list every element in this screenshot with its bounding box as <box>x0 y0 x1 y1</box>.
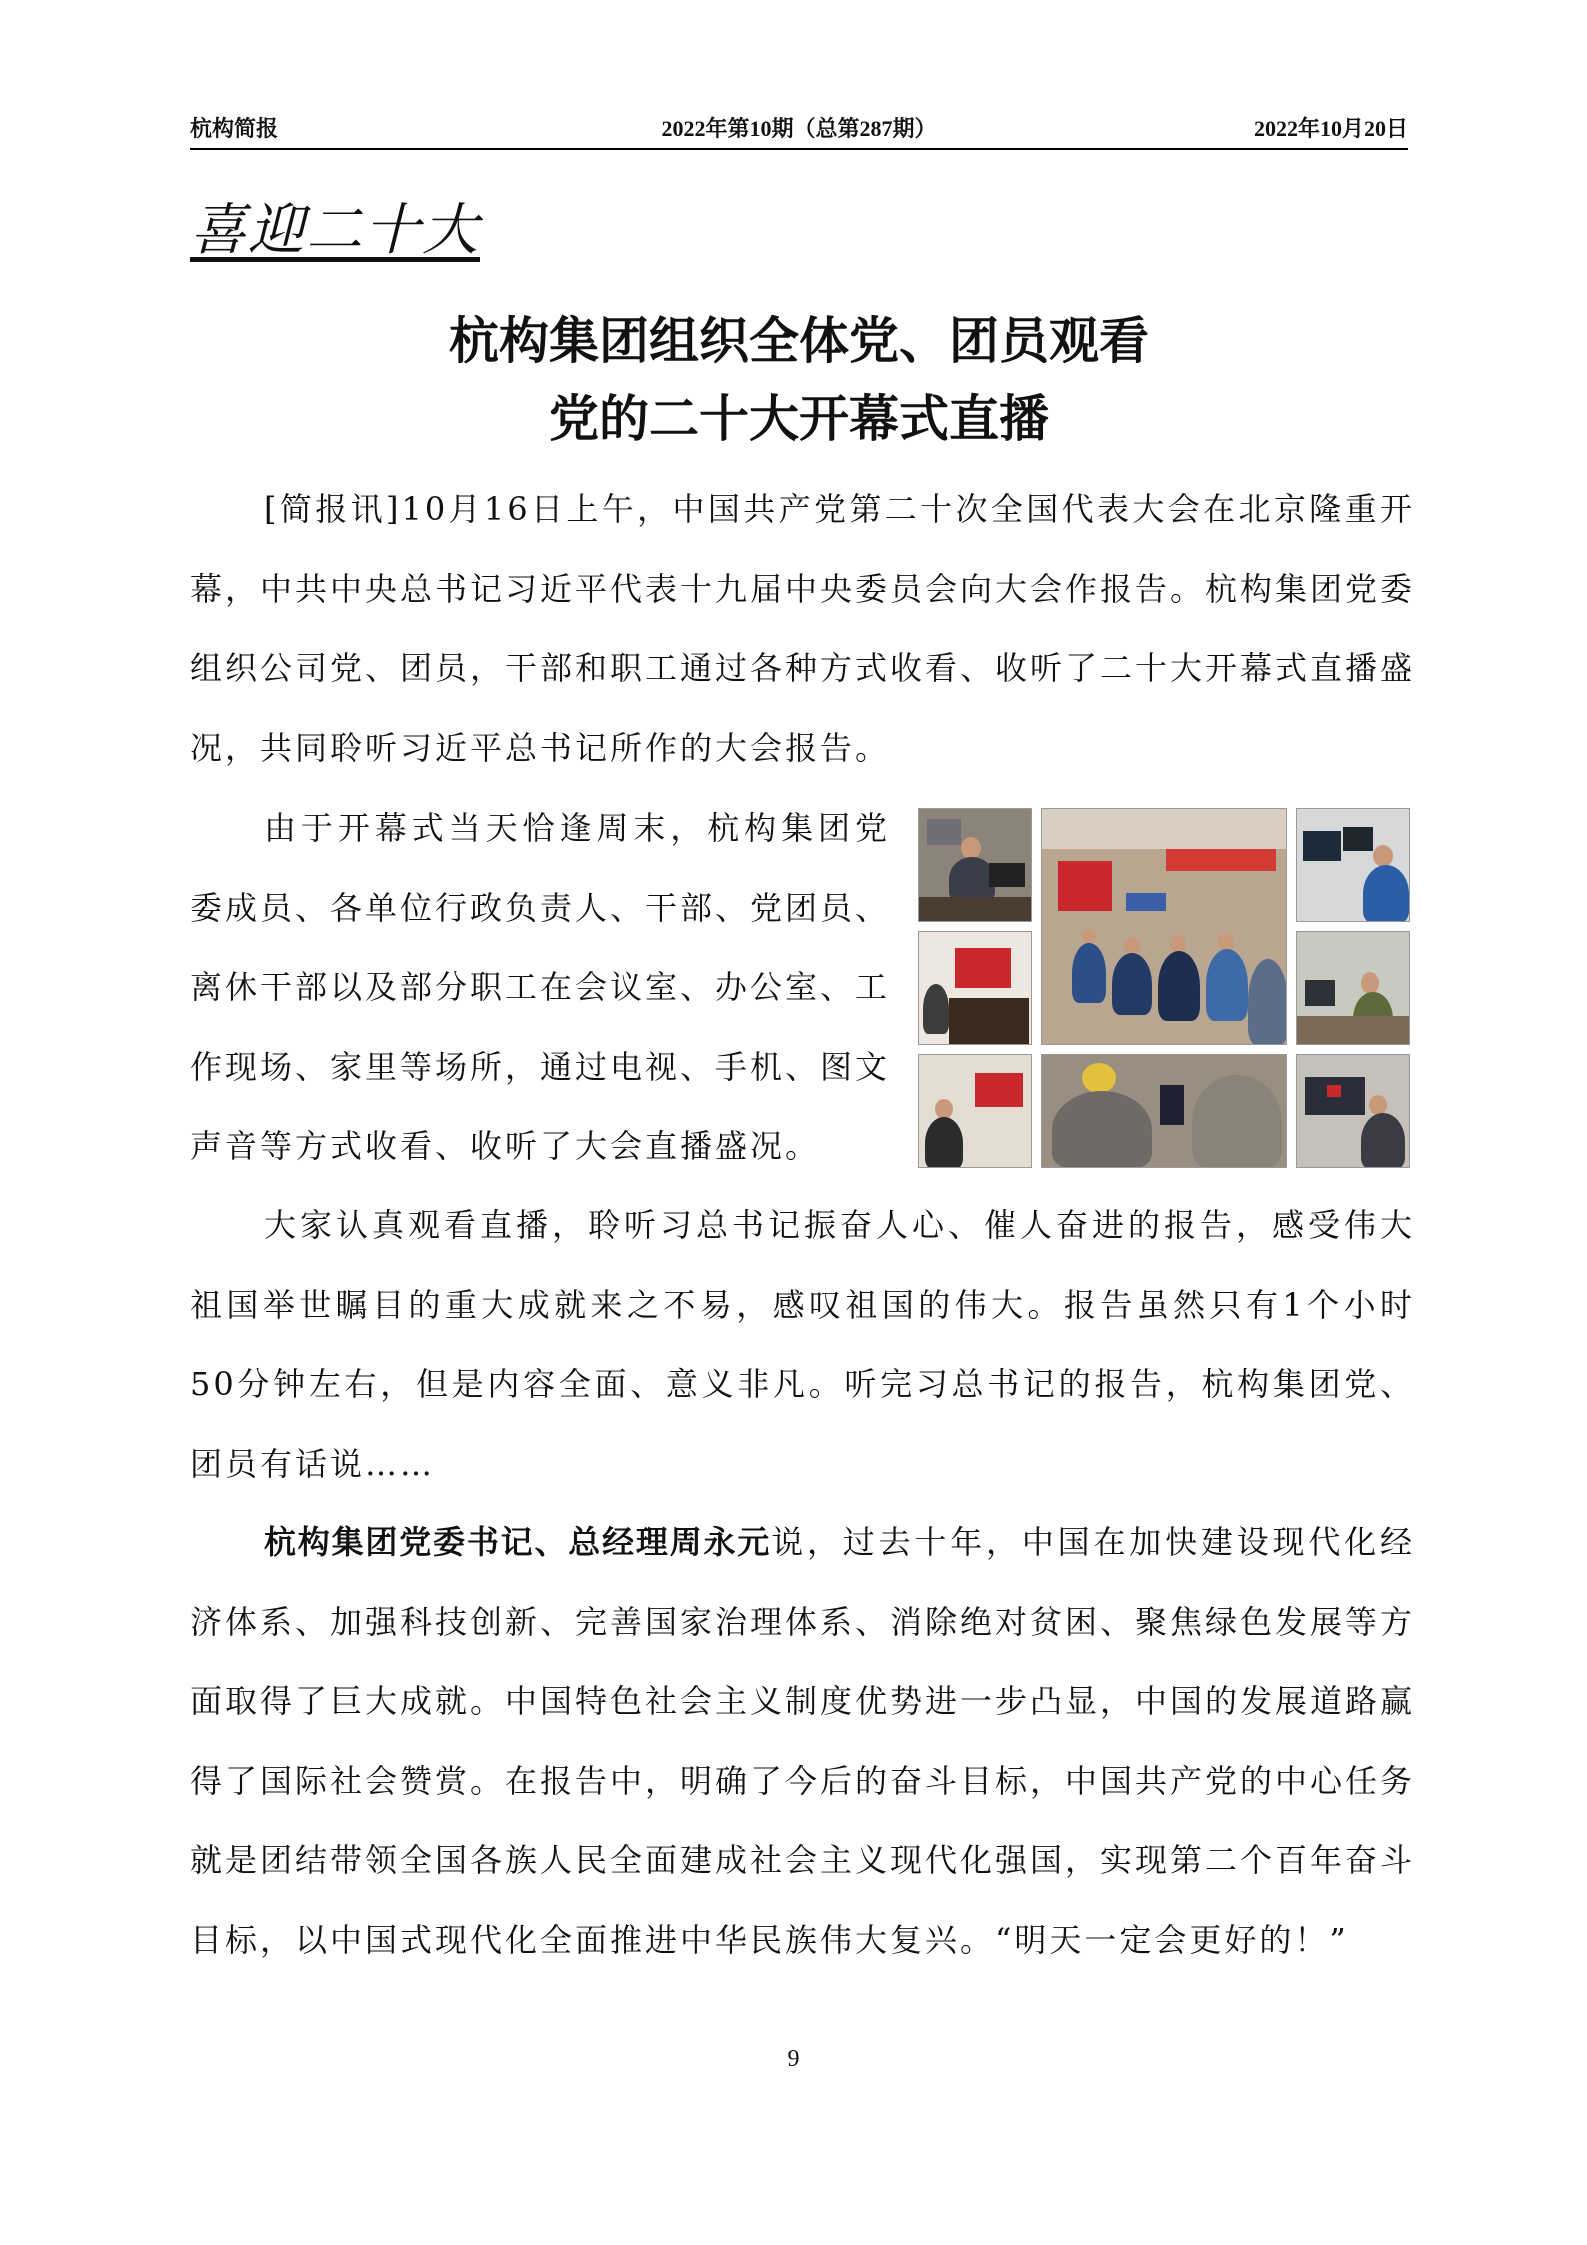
photo-meeting-room <box>1041 808 1287 1045</box>
photo-office-viewer <box>918 808 1032 922</box>
section-label: 喜迎二十大 <box>190 198 480 263</box>
article-title-line-2: 党的二十大开幕式直播 <box>549 390 1049 448</box>
header-date: 2022年10月20日 <box>1253 116 1408 141</box>
photo-tv-viewer <box>918 931 1032 1045</box>
page-header <box>190 108 1408 150</box>
photo-collage <box>918 808 1410 1168</box>
paragraph-1: [简报讯]10月16日上午，中国共产党第二十次全国代表大会在北京隆重开幕，中共中央总书记习近平代表十九届中央委员会向大会作报告。杭构集团党委组织公司党、团员，干部和职工通过各种方式收看、收听了二十大开幕式直播盛况，共同聆听习近平总书记所作的大会报告。 <box>190 490 1416 767</box>
page-number: 9 <box>787 2046 800 2072</box>
article-title-line-1: 杭构集团组织全体党、团员观看 <box>449 312 1149 370</box>
paragraph-2: 由于开幕式当天恰逢周末，杭构集团党委成员、各单位行政负责人、干部、党团员、离休干部以及部分职工在会议室、办公室、工作现场、家里等场所，通过电视、手机、图文声音等方式收看、收听了大会直播盛况。 <box>190 809 891 1165</box>
photo-elderly-viewer <box>918 1054 1032 1168</box>
header-issue: 2022年第10期（总第287期） <box>661 116 937 141</box>
speaker-name: 杭构集团党委书记、总经理周永元 <box>264 1523 772 1561</box>
photo-desk-monitors <box>1296 808 1410 922</box>
photo-home-office <box>1296 931 1410 1045</box>
header-publication: 杭构简报 <box>190 116 279 141</box>
photo-phone-viewing <box>1041 1054 1287 1168</box>
paragraph-3: 大家认真观看直播，聆听习总书记振奋人心、催人奋进的报告，感受伟大祖国举世瞩目的重大成就来之不易，感叹祖国的伟大。报告虽然只有1个小时50分钟左右，但是内容全面、意义非凡。听完习总书记的报告，杭构集团党、团员有话说…… <box>190 1206 1415 1483</box>
paragraph-4-body: 说，过去十年，中国在加快建设现代化经济体系、加强科技创新、完善国家治理体系、消除绝对贫困、聚焦绿色发展等方面取得了巨大成就。中国特色社会主义制度优势进一步凸显，中国的发展道路赢得了国际社会赞赏。在报告中，明确了今后的奋斗目标，中国共产党的中心任务就是团结带领全国各族人民全面建成社会主义现代化强国，实现第二个百年奋斗目标，以中国式现代化全面推进中华民族伟大复兴。“明天一定会更好的！” <box>190 1523 1416 1959</box>
paragraph-4 <box>190 1503 1415 1980</box>
photo-workshop-viewers <box>1296 1054 1410 1168</box>
